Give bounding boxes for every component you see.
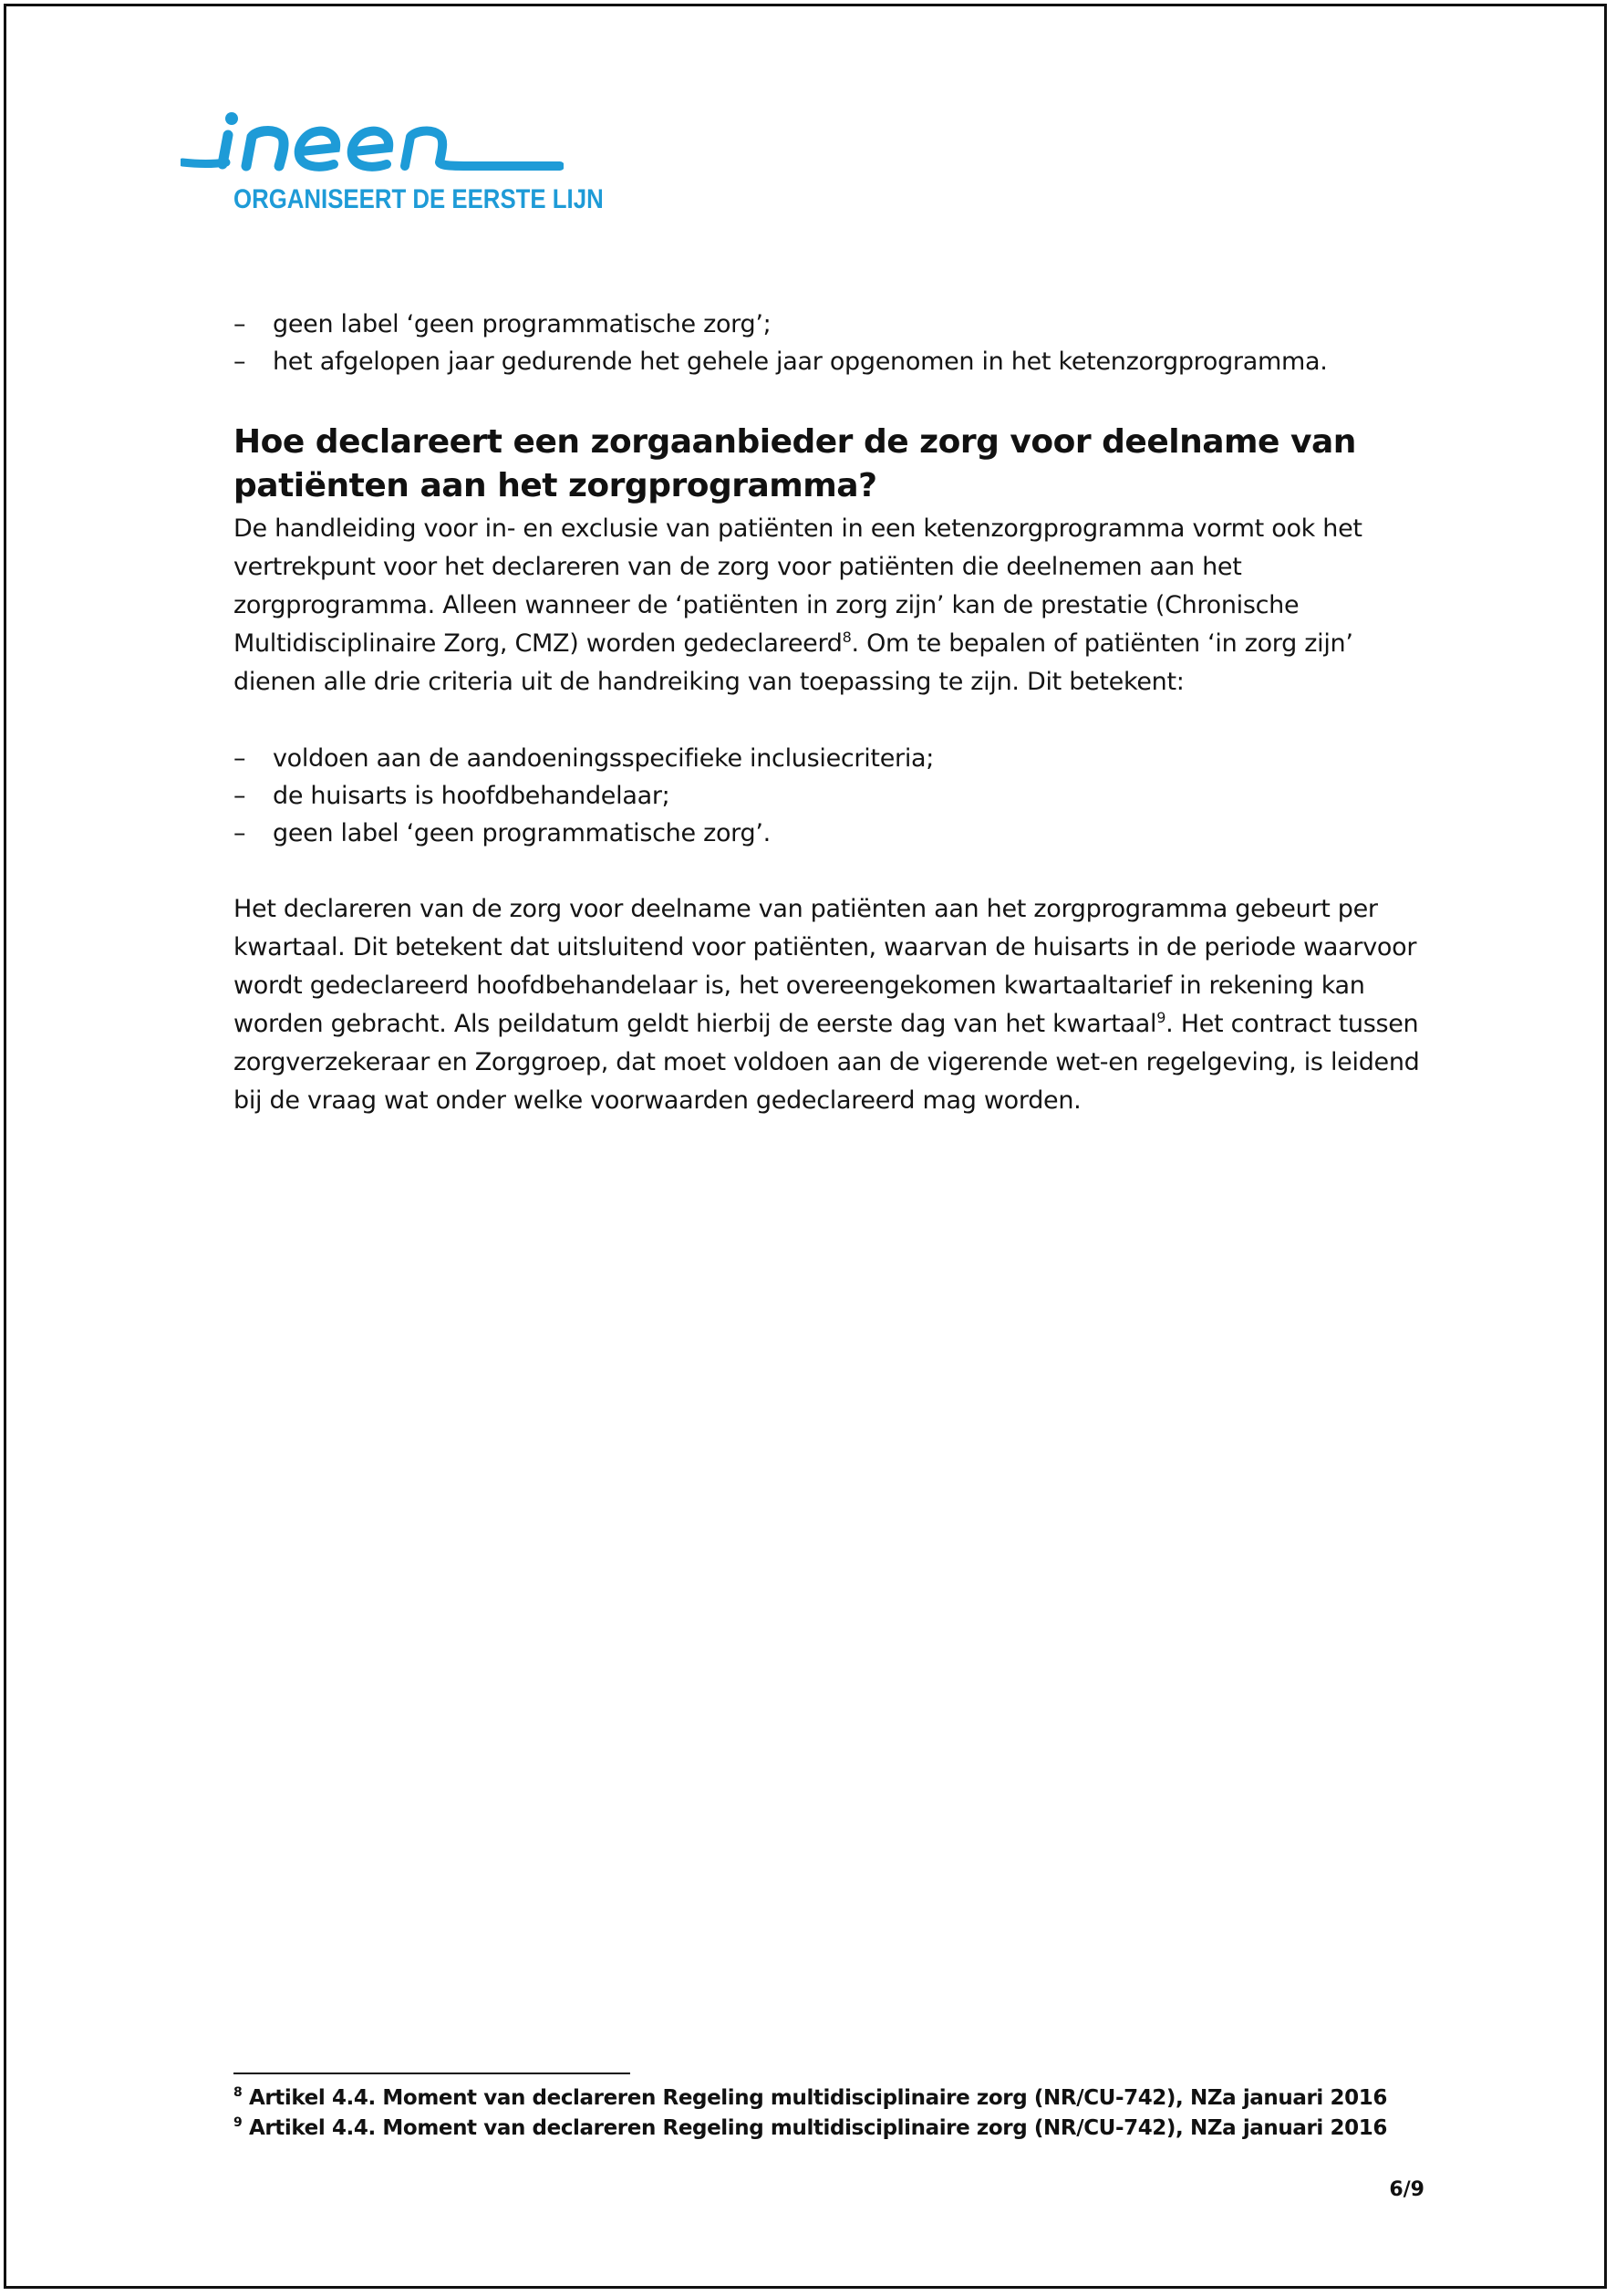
logo-tagline: ORGANISEERT DE EERSTE LIJN [233, 184, 604, 214]
ineen-wordmark [181, 100, 564, 187]
dash-bullet: – [233, 782, 246, 810]
footnote-8: $^8$ Artikel 4.4. Moment van declareren Regeling multidisciplinaire zorg (NR/CU-742), NZa januari 2016 [233, 2085, 1387, 2110]
list-item: – geen label ‘geen programmatische zorg’; [233, 306, 1437, 343]
footnote-9: $^9$ Artikel 4.4. Moment van declareren Regeling multidisciplinaire zorg (NR/CU-742), NZa januari 2016 [233, 2115, 1387, 2140]
footnotes [233, 2083, 1419, 2144]
list-item: – voldoen aan de aandoeningsspecifieke inclusiecriteria; [233, 740, 1437, 777]
dash-bullet: – [233, 819, 246, 847]
page-number: 6/9 [1389, 2178, 1424, 2201]
footnote-separator [233, 2073, 630, 2074]
section-heading: Hoe declareert een zorgaanbieder de zorg voor deelname van patiënten aan het zorgprogramma? [233, 423, 1356, 504]
list-item: – geen label ‘geen programmatische zorg’. [233, 815, 1437, 852]
paragraph-2: Het declareren van de zorg voor deelname van patiënten aan het zorgprogramma gebeurt per kwartaal. Dit betekent dat uitsluitend voor patiënten, waarvan de huisarts in de periode waarvoor wordt gedeclareerd hoofdbehandelaar is, het overeengekomen kwartaaltarief in rekening kan worden gebracht. Als peildatum geldt hierbij de eerste dag van het kwartaal$^9$. Het contract tussen zorgverzekeraar en Zorggroep, dat moet voldoen aan de vigerende wet-en regelgeving, is leidend bij de vraag wat onder welke voorwaarden gedeclareerd mag worden. [233, 895, 1420, 1115]
main-content [233, 306, 1437, 1120]
top-list [233, 306, 1437, 380]
list-item: – de huisarts is hoofdbehandelaar; [233, 777, 1437, 815]
criteria-list [233, 740, 1437, 852]
footnote-ref-9: 9 [1156, 1009, 1166, 1026]
dash-bullet: – [233, 310, 246, 338]
dash-bullet: – [233, 348, 246, 376]
footnote-ref-8: 8 [842, 629, 852, 646]
list-item: – het afgelopen jaar gedurende het gehele jaar opgenomen in het ketenzorgprogramma. [233, 343, 1437, 380]
ineen-logo [181, 100, 604, 219]
dash-bullet: – [233, 744, 246, 773]
paragraph-1: De handleiding voor in- en exclusie van patiënten in een ketenzorgprogramma vormt ook het vertrekpunt voor het declareren van de zorg voor patiënten die deelnemen aan het zorgprogramma. Alleen wanneer de ‘patiënten in zorg zijn’ kan de prestatie (Chronische Multidisciplinaire Zorg, CMZ) worden gedeclareerd$^8$. Om te bepalen of patiënten ‘in zorg zijn’ dienen alle drie criteria uit de handreiking van toepassing te zijn. Dit betekent: [233, 514, 1362, 696]
